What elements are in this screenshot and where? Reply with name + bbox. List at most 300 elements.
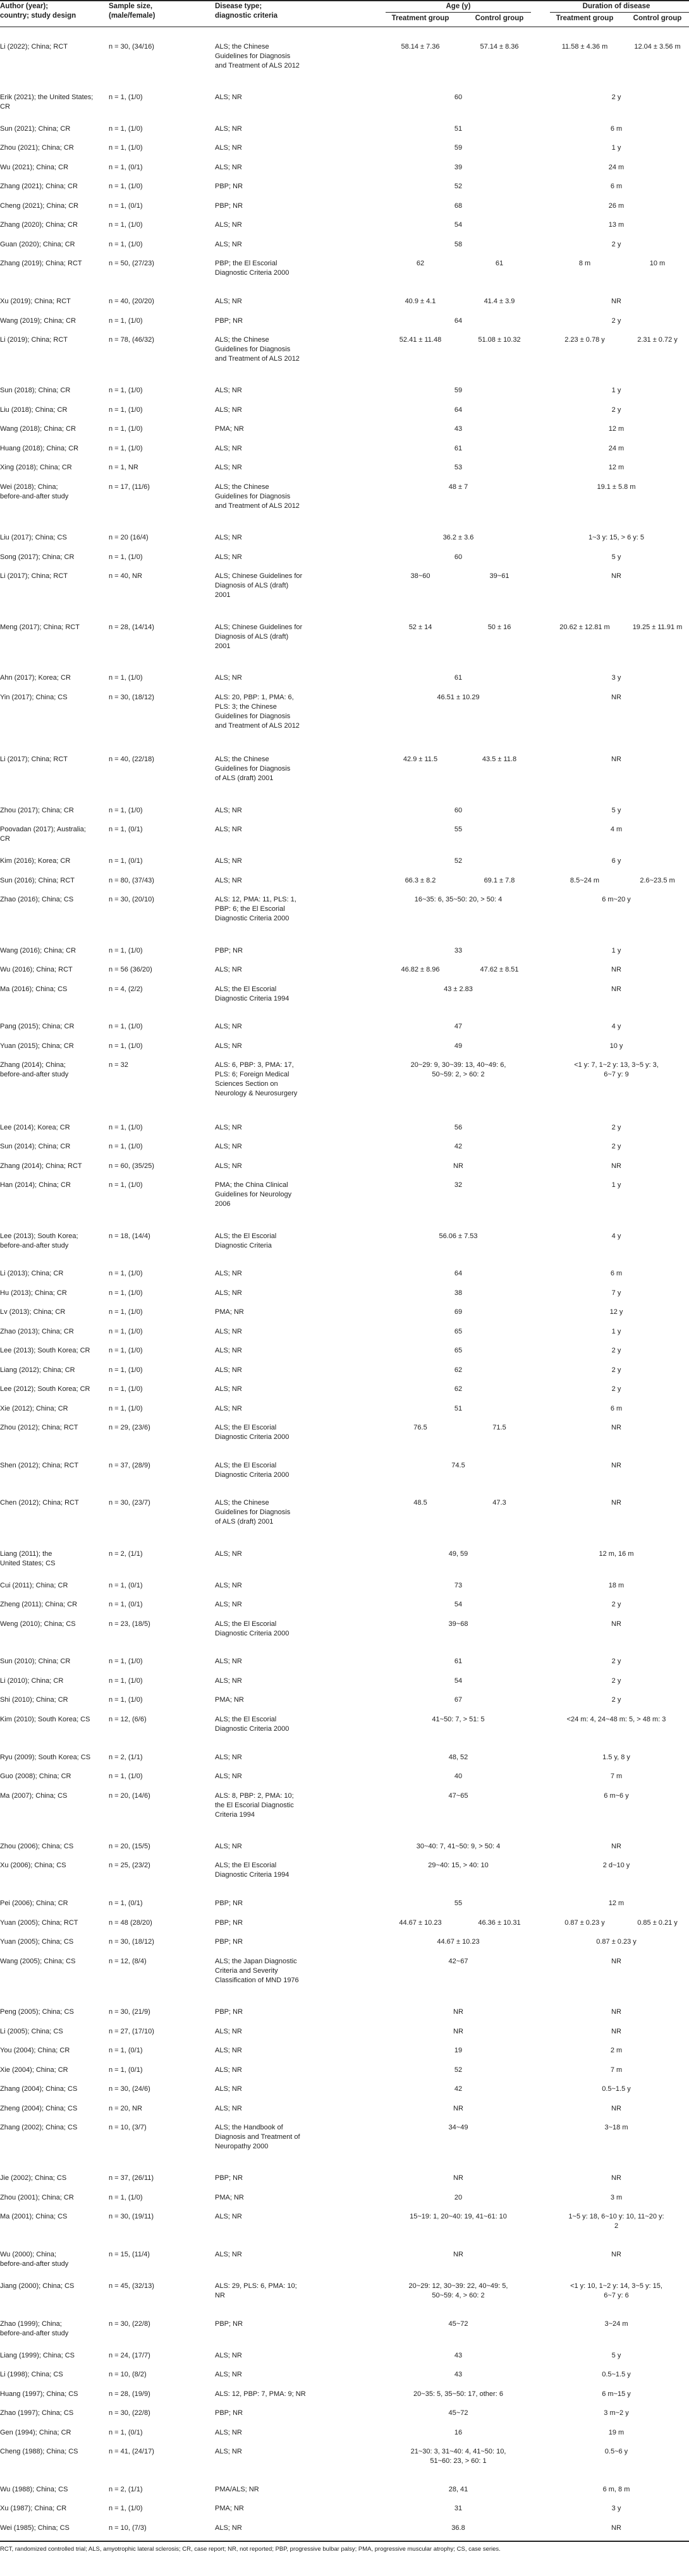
sample-size-cell: n = 1, (1/0) — [109, 1658, 143, 1665]
diagnostic-criteria-cell: PBP; the El Escorial — [215, 260, 277, 267]
diagnostic-criteria-cell: Neuropathy 2000 — [215, 2143, 269, 2150]
duration-cell: 4 y — [611, 1023, 621, 1030]
header-duration: Duration of disease — [582, 3, 650, 10]
author-study-cell: Xu (2006); China; CS — [0, 1862, 66, 1869]
author-study-cell: Ma (2007); China; CS — [0, 1792, 68, 1800]
duration-cell: NR — [611, 966, 621, 973]
sample-size-cell: n = 56 (36/20) — [109, 966, 152, 973]
author-study-cell: Yuan (2005); China; RCT — [0, 1919, 78, 1927]
sample-size-cell: n = 1, (1/0) — [109, 93, 143, 101]
diagnostic-criteria-cell: ALS; NR — [215, 1042, 242, 1050]
age-cell: 56.06 ± 7.53 — [439, 1232, 478, 1240]
sample-size-cell: n = 30, (23/7) — [109, 1499, 150, 1507]
duration-cell: 1 y — [611, 387, 621, 394]
duration-cell: 2 y — [611, 1366, 621, 1374]
author-study-cell: Poovadan (2017); Australia; — [0, 826, 86, 833]
sample-size-cell: n = 1, (1/0) — [109, 241, 143, 248]
age-cell: 62 — [454, 1385, 463, 1393]
diagnostic-criteria-cell: ALS; Chinese Guidelines for — [215, 623, 303, 631]
author-study-cell: Lee (2013); South Korea; — [0, 1232, 78, 1240]
duration-cell: 6 m~15 y — [602, 2390, 631, 2398]
diagnostic-criteria-cell: ALS; NR — [215, 2028, 242, 2035]
author-study-cell: Erik (2021); the United States; — [0, 93, 94, 101]
header-age-treatment: Treatment group — [391, 15, 449, 22]
age-cell: 52 — [454, 2066, 463, 2074]
author-study-cell: Zhou (2021); China; CR — [0, 144, 74, 152]
age-cell: NR — [453, 2028, 463, 2035]
author-study-cell: Wei (2018); China; — [0, 483, 58, 491]
duration-cell: 0.5~1.5 y — [602, 2371, 631, 2378]
sample-size-cell: n = 1, (0/1) — [109, 857, 143, 865]
age-group-rule — [386, 12, 531, 13]
diagnostic-criteria-cell: ALS; NR — [215, 125, 242, 133]
author-study-cell: Huang (1997); China; CS — [0, 2390, 78, 2398]
author-study-cell: Jie (2002); China; CS — [0, 2174, 67, 2182]
author-study-cell: Lee (2014); Korea; CR — [0, 1124, 70, 1131]
age-control-cell: 69.1 ± 7.8 — [484, 877, 515, 884]
author-study-cell: Chen (2012); China; RCT — [0, 1499, 79, 1507]
diagnostic-criteria-cell: ALS; NR — [215, 2213, 242, 2220]
diagnostic-criteria-cell: 2001 — [215, 642, 231, 650]
header-duration-control: Control group — [633, 15, 682, 22]
age-treatment-cell: 46.82 ± 8.96 — [401, 966, 440, 973]
diagnostic-criteria-cell: ALS; NR — [215, 2105, 242, 2112]
duration-cell: 4 y — [611, 1232, 621, 1240]
author-study-cell: Xu (2019); China; RCT — [0, 298, 71, 305]
author-study-cell: Li (2017); China; RCT — [0, 572, 68, 580]
author-study-cell: before-and-after study — [0, 493, 69, 500]
author-study-cell: Zhou (2001); China; CR — [0, 2194, 74, 2201]
duration-cell: NR — [611, 1462, 621, 1469]
diagnostic-criteria-cell: the El Escorial Diagnostic — [215, 1802, 294, 1809]
diagnostic-criteria-cell: and Treatment of ALS 2012 — [215, 355, 300, 363]
duration-cell: 6 m — [610, 1270, 623, 1277]
age-cell: 51 — [454, 1405, 463, 1412]
author-study-cell: Zhang (2021); China; CR — [0, 183, 78, 190]
diagnostic-criteria-cell: ALS; NR — [215, 406, 242, 414]
sample-size-cell: n = 1, (1/0) — [109, 445, 143, 452]
sample-size-cell: n = 20, (14/6) — [109, 1792, 150, 1800]
duration-cell: 2 y — [611, 1601, 621, 1608]
sample-size-cell: n = 50, (27/23) — [109, 260, 154, 267]
diagnostic-criteria-cell: PBP; NR — [215, 2174, 243, 2182]
age-cell: 68 — [454, 202, 463, 210]
age-cell: 51 — [454, 125, 463, 133]
author-study-cell: Cheng (1988); China; CS — [0, 2448, 78, 2455]
duration-cell: 3~24 m — [604, 2320, 628, 2328]
duration-cell: 19 m — [608, 2429, 625, 2436]
diagnostic-criteria-cell: ALS; NR — [215, 1677, 242, 1685]
sample-size-cell: n = 60, (35/25) — [109, 1162, 154, 1170]
author-study-cell: Li (2010); China; CR — [0, 1677, 64, 1685]
age-cell: 45~72 — [448, 2409, 468, 2417]
duration-cell: 2 y — [611, 1347, 621, 1354]
age-cell: 33 — [454, 947, 463, 954]
duration-cell: 3 m — [610, 2194, 623, 2201]
age-cell: 46.51 ± 10.29 — [437, 694, 480, 701]
duration-cell: NR — [611, 1620, 621, 1628]
diagnostic-criteria-cell: Classification of MND 1976 — [215, 1977, 299, 1984]
sample-size-cell: n = 1, (1/0) — [109, 674, 143, 682]
duration-treatment-cell: 0.87 ± 0.23 y — [564, 1919, 605, 1927]
sample-size-cell: n = 29, (23/6) — [109, 1424, 150, 1431]
author-study-cell: Zhao (2013); China; CR — [0, 1328, 74, 1335]
author-study-cell: Zheng (2011); China; CR — [0, 1601, 78, 1608]
author-study-cell: CR — [0, 835, 10, 843]
age-cell: 16~35: 6, 35~50: 20, > 50: 4 — [414, 896, 503, 903]
duration-cell: 2 y — [611, 1696, 621, 1704]
sample-size-cell: n = 1, (1/0) — [109, 1143, 143, 1150]
duration-cell: 7 m — [610, 1773, 623, 1780]
diagnostic-criteria-cell: ALS; NR — [215, 1023, 242, 1030]
duration-cell: NR — [611, 2251, 621, 2258]
diagnostic-criteria-cell: ALS; the El Escorial — [215, 1462, 277, 1469]
sample-size-cell: n = 2, (1/1) — [109, 1550, 143, 1558]
duration-cell: 12 m — [608, 1899, 625, 1907]
diagnostic-criteria-cell: ALS; NR — [215, 2524, 242, 2532]
diagnostic-criteria-cell: PMA; the China Clinical — [215, 1181, 288, 1189]
author-study-cell: Xie (2012); China; CR — [0, 1405, 68, 1412]
sample-size-cell: n = 30, (18/12) — [109, 694, 154, 701]
diagnostic-criteria-cell: ALS: 20, PBP: 1, PMA: 6, — [215, 694, 294, 701]
diagnostic-criteria-cell: ALS; NR — [215, 1405, 242, 1412]
diagnostic-criteria-cell: ALS; NR — [215, 1658, 242, 1665]
diagnostic-criteria-cell: ALS; NR — [215, 1773, 242, 1780]
diagnostic-criteria-cell: PBP; NR — [215, 1938, 243, 1946]
age-treatment-cell: 52 ± 14 — [408, 623, 432, 631]
sample-size-cell: n = 1, (1/0) — [109, 1289, 143, 1297]
sample-size-cell: n = 40, NR — [109, 572, 142, 580]
age-cell: 44.67 ± 10.23 — [437, 1938, 480, 1946]
duration-cell: 2 y — [611, 93, 621, 101]
diagnostic-criteria-cell: ALS; NR — [215, 93, 242, 101]
sample-size-cell: n = 30, (22/8) — [109, 2320, 150, 2328]
age-cell: 42 — [454, 2085, 463, 2093]
diagnostic-criteria-cell: Guidelines for Diagnosis — [215, 1508, 291, 1516]
author-study-cell: before-and-after study — [0, 2330, 69, 2337]
diagnostic-criteria-cell: ALS; NR — [215, 241, 242, 248]
diagnostic-criteria-cell: Neurology & Neurosurgery — [215, 1090, 298, 1097]
diagnostic-criteria-cell: PLS: 6; Foreign Medical — [215, 1071, 290, 1078]
header-author: Author (year); country; study design — [0, 3, 76, 20]
age-cell: 38 — [454, 1289, 463, 1297]
diagnostic-criteria-cell: ALS; NR — [215, 1843, 242, 1850]
diagnostic-criteria-cell: Diagnostic Criteria 1994 — [215, 995, 290, 1002]
duration-cell: 2 m — [610, 2047, 623, 2054]
header-age-control: Control group — [475, 15, 524, 22]
author-study-cell: Xu (1987); China; CR — [0, 2505, 67, 2512]
header-sample-size: Sample size, (male/female) — [109, 3, 155, 20]
age-cell: 65 — [454, 1328, 463, 1335]
sample-size-cell: n = 12, (6/6) — [109, 1716, 147, 1723]
sample-size-cell: n = 20, (15/5) — [109, 1843, 150, 1850]
duration-control-cell: 12.04 ± 3.56 m — [634, 43, 681, 51]
author-study-cell: Guo (2008); China; CR — [0, 1773, 71, 1780]
duration-treatment-cell: 8 m — [578, 260, 591, 267]
diagnostic-criteria-cell: Sciences Section on — [215, 1080, 278, 1088]
age-cell: 36.8 — [451, 2524, 465, 2532]
sample-size-cell: n = 4, (2/2) — [109, 985, 143, 993]
author-study-cell: Li (2019); China; RCT — [0, 336, 68, 344]
diagnostic-criteria-cell: ALS; the Chinese — [215, 483, 269, 491]
age-control-cell: 71.5 — [492, 1424, 506, 1431]
duration-cell: 24 m — [608, 445, 625, 452]
duration-cell: 12 m — [608, 464, 625, 471]
duration-control-cell: 10 m — [649, 260, 666, 267]
duration-cell: 2 y — [611, 1658, 621, 1665]
age-cell: 20~35: 5, 35~50: 17, other: 6 — [413, 2390, 503, 2398]
duration-cell: NR — [611, 2028, 621, 2035]
author-study-cell: Zhou (2012); China; RCT — [0, 1424, 78, 1431]
sample-size-cell: n = 2, (1/1) — [109, 2486, 143, 2493]
author-study-cell: Zhou (2006); China; CS — [0, 1843, 74, 1850]
duration-cell: NR — [611, 1843, 621, 1850]
diagnostic-criteria-cell: PBP; NR — [215, 947, 243, 954]
duration-cell: NR — [611, 985, 621, 993]
author-study-cell: United States; CS — [0, 1560, 56, 1567]
sample-size-cell: n = 30, (19/11) — [109, 2213, 154, 2220]
duration-cell: <24 m: 4, 24~48 m: 5, > 48 m: 3 — [566, 1716, 666, 1723]
duration-cell: 1.5 y, 8 y — [602, 1754, 630, 1761]
diagnostic-criteria-cell: ALS; Chinese Guidelines for — [215, 572, 303, 580]
sample-size-cell: n = 1, (1/0) — [109, 1023, 143, 1030]
diagnostic-criteria-cell: Guidelines for Diagnosis — [215, 493, 291, 500]
diagnostic-criteria-cell: ALS; NR — [215, 826, 242, 833]
sample-size-cell: n = 1, (1/0) — [109, 406, 143, 414]
author-study-cell: Ma (2001); China; CS — [0, 2213, 68, 2220]
author-study-cell: Wu (1988); China; CS — [0, 2486, 68, 2493]
sample-size-cell: n = 30, (20/10) — [109, 896, 154, 903]
duration-cell: 0.5~6 y — [604, 2448, 628, 2455]
age-cell: 39~68 — [448, 1620, 468, 1628]
table-footnote: RCT, randomized controlled trial; ALS, amyotrophic lateral sclerosis; CR, case report; NR, not reported; PBP, progressive bulbar palsy; PMA, progressive muscular atrophy; CS, case series. — [0, 2546, 501, 2553]
age-cell: 54 — [454, 1601, 463, 1608]
diagnostic-criteria-cell: PMA; NR — [215, 425, 244, 433]
duration-cell: 2 y — [611, 1385, 621, 1393]
diagnostic-criteria-cell: PBP; NR — [215, 1919, 243, 1927]
sample-size-cell: n = 1, (1/0) — [109, 1347, 143, 1354]
author-study-cell: Wu (2000); China; — [0, 2251, 57, 2258]
sample-size-cell: n = 18, (14/4) — [109, 1232, 150, 1240]
duration-cell: NR — [611, 755, 621, 763]
diagnostic-criteria-cell: ALS: 8, PBP: 2, PMA: 10; — [215, 1792, 294, 1800]
duration-cell: 1 y — [611, 144, 621, 152]
duration-cell: 2 y — [611, 1124, 621, 1131]
age-cell: 60 — [454, 553, 463, 561]
duration-cell: 18 m — [608, 1582, 625, 1589]
sample-size-cell: n = 1, NR — [109, 464, 138, 471]
diagnostic-criteria-cell: ALS; NR — [215, 1143, 242, 1150]
diagnostic-criteria-cell: ALS; the Japan Diagnostic — [215, 1958, 297, 1965]
diagnostic-criteria-cell: Guidelines for Diagnosis — [215, 52, 291, 60]
duration-cell: <1 y: 10, 1~2 y: 14, 3~5 y: 15, — [570, 2282, 662, 2290]
duration-cell: <1 y: 7, 1~2 y: 13, 3~5 y: 3, — [574, 1061, 659, 1069]
age-treatment-cell: 58.14 ± 7.36 — [401, 43, 440, 51]
sample-size-cell: n = 1, (0/1) — [109, 1601, 143, 1608]
author-study-cell: before-and-after study — [0, 2260, 69, 2268]
duration-cell: 3 y — [611, 2505, 621, 2512]
diagnostic-criteria-cell: ALS; NR — [215, 1582, 242, 1589]
diagnostic-criteria-cell: Guidelines for Neurology — [215, 1191, 292, 1198]
diagnostic-criteria-cell: PBP; NR — [215, 2320, 243, 2328]
duration-cell: 4 m — [610, 826, 623, 833]
age-treatment-cell: 44.67 ± 10.23 — [399, 1919, 442, 1927]
duration-cell: 10 y — [609, 1042, 623, 1050]
duration-cell: 3~18 m — [604, 2124, 628, 2131]
age-cell: 64 — [454, 406, 463, 414]
duration-cell: 0.5~1.5 y — [602, 2085, 631, 2093]
sample-size-cell: n = 1, (1/0) — [109, 183, 143, 190]
author-study-cell: Zheng (2004); China; CS — [0, 2105, 78, 2112]
age-cell: 47 — [454, 1023, 463, 1030]
author-study-cell: Pang (2015); China; CR — [0, 1023, 75, 1030]
age-cell: 20~29: 12, 30~39: 22, 40~49: 5, — [408, 2282, 508, 2290]
diagnostic-criteria-cell: ALS; the Chinese — [215, 43, 269, 51]
diagnostic-criteria-cell: ALS; NR — [215, 553, 242, 561]
age-cell: 43 — [454, 2371, 463, 2378]
author-study-cell: Gen (1994); China; CR — [0, 2429, 71, 2436]
age-cell: 65 — [454, 1347, 463, 1354]
author-study-cell: Yuan (2015); China; CR — [0, 1042, 74, 1050]
diagnostic-criteria-cell: ALS; NR — [215, 966, 242, 973]
sample-size-cell: n = 1, (0/1) — [109, 164, 143, 171]
sample-size-cell: n = 24, (17/7) — [109, 2352, 150, 2359]
duration-cell: NR — [611, 1424, 621, 1431]
diagnostic-criteria-cell: Diagnosis and Treatment of — [215, 2133, 300, 2141]
diagnostic-criteria-cell: ALS; NR — [215, 445, 242, 452]
sample-size-cell: n = 30, (18/12) — [109, 1938, 154, 1946]
sample-size-cell: n = 41, (24/17) — [109, 2448, 154, 2455]
age-cell: 34~49 — [448, 2124, 468, 2131]
duration-cell: NR — [611, 694, 621, 701]
age-cell: NR — [453, 2251, 463, 2258]
sample-size-cell: n = 40, (22/18) — [109, 755, 154, 763]
age-cell: 36.2 ± 3.6 — [442, 534, 474, 541]
author-study-cell: Sun (2018); China; CR — [0, 387, 71, 394]
author-study-cell: Wang (2018); China; CR — [0, 425, 76, 433]
sample-size-cell: n = 1, (0/1) — [109, 826, 143, 833]
age-cell: 42~67 — [448, 1958, 468, 1965]
author-study-cell: Li (2017); China; RCT — [0, 755, 68, 763]
sample-size-cell: n = 12, (8/4) — [109, 1958, 147, 1965]
diagnostic-criteria-cell: ALS; NR — [215, 877, 242, 884]
author-study-cell: Yin (2017); China; CS — [0, 694, 68, 701]
sample-size-cell: n = 40, (20/20) — [109, 298, 154, 305]
sample-size-cell: n = 1, (1/0) — [109, 807, 143, 814]
age-cell: 55 — [454, 1899, 463, 1907]
sample-size-cell: n = 1, (1/0) — [109, 317, 143, 325]
age-cell: 21~30: 3, 31~40: 4, 41~50: 10, — [410, 2448, 506, 2455]
duration-cell-continued: 6~7 y: 9 — [604, 1071, 629, 1078]
sample-size-cell: n = 2, (1/1) — [109, 1754, 143, 1761]
header-age: Age (y) — [446, 3, 471, 10]
age-cell: 28, 41 — [448, 2486, 468, 2493]
duration-control-cell: 19.25 ± 11.91 m — [632, 623, 683, 631]
diagnostic-criteria-cell: PBP; NR — [215, 2008, 243, 2016]
author-study-cell: Peng (2005); China; CS — [0, 2008, 74, 2016]
duration-cell: 5 y — [611, 2352, 621, 2359]
diagnostic-criteria-cell: Diagnostic Criteria 2000 — [215, 1630, 290, 1637]
diagnostic-criteria-cell: ALS; the El Escorial — [215, 985, 277, 993]
age-cell: 64 — [454, 1270, 463, 1277]
duration-cell: 12 m, 16 m — [599, 1550, 634, 1558]
age-cell: 64 — [454, 317, 463, 325]
diagnostic-criteria-cell: ALS; the El Escorial — [215, 1620, 277, 1628]
diagnostic-criteria-cell: ALS; the El Escorial — [215, 1862, 277, 1869]
duration-cell: 26 m — [608, 202, 625, 210]
author-study-cell: Liang (2011); the — [0, 1550, 52, 1558]
duration-cell: 6 m — [610, 125, 623, 133]
diagnostic-criteria-cell: ALS: 29, PLS: 6, PMA: 10; — [215, 2282, 297, 2290]
duration-cell: NR — [611, 572, 621, 580]
age-cell: 20 — [454, 2194, 463, 2201]
diagnostic-criteria-cell: ALS; NR — [215, 1366, 242, 1374]
author-study-cell: Li (2022); China; RCT — [0, 43, 68, 51]
author-study-cell: Sun (2010); China; CR — [0, 1658, 71, 1665]
diagnostic-criteria-cell: ALS; NR — [215, 534, 242, 541]
age-cell: 15~19: 1, 20~40: 19, 41~61: 10 — [410, 2213, 507, 2220]
duration-cell: 2 y — [611, 406, 621, 414]
diagnostic-criteria-cell: PMA/ALS; NR — [215, 2486, 259, 2493]
sample-size-cell: n = 1, (0/1) — [109, 2047, 143, 2054]
age-cell: 45~72 — [448, 2320, 468, 2328]
sample-size-cell: n = 1, (1/0) — [109, 1677, 143, 1685]
diagnostic-criteria-cell: ALS; NR — [215, 2448, 242, 2455]
age-cell: 42 — [454, 1143, 463, 1150]
diagnostic-criteria-cell: Diagnostic Criteria 2000 — [215, 1471, 290, 1479]
age-cell: 74.5 — [451, 1462, 465, 1469]
diagnostic-criteria-cell: PBP: 6; the El Escorial — [215, 905, 285, 913]
diagnostic-criteria-cell: Diagnostic Criteria 1994 — [215, 1871, 290, 1879]
sample-size-cell: n = 1, (1/0) — [109, 1181, 143, 1189]
author-study-cell: You (2004); China; CR — [0, 2047, 70, 2054]
diagnostic-criteria-cell: 2001 — [215, 591, 231, 599]
age-cell: 55 — [454, 826, 463, 833]
sample-size-cell: n = 27, (17/10) — [109, 2028, 154, 2035]
age-cell: 16 — [454, 2429, 463, 2436]
header-disease-type: Disease type; diagnostic criteria — [215, 3, 278, 20]
author-study-cell: Kim (2016); Korea; CR — [0, 857, 71, 865]
age-cell-continued: 50~59: 2, > 60: 2 — [432, 1071, 485, 1078]
age-cell: 62 — [454, 1366, 463, 1374]
diagnostic-criteria-cell: PBP; NR — [215, 317, 243, 325]
author-study-cell: Li (1998); China; CS — [0, 2371, 63, 2378]
age-cell: 48 ± 7 — [448, 483, 468, 491]
author-study-cell: Kim (2010); South Korea; CS — [0, 1716, 90, 1723]
sample-size-cell: n = 1, (1/0) — [109, 1270, 143, 1277]
age-cell: 43 — [454, 2352, 463, 2359]
duration-treatment-cell: 8.5~24 m — [570, 877, 600, 884]
duration-cell: 6 m~6 y — [604, 1792, 629, 1800]
author-study-cell: Wang (2016); China; CR — [0, 947, 76, 954]
diagnostic-criteria-cell: ALS; NR — [215, 1347, 242, 1354]
author-study-cell: Zhao (2016); China; CS — [0, 896, 74, 903]
diagnostic-criteria-cell: ALS; NR — [215, 1550, 242, 1558]
diagnostic-criteria-cell: ALS; the Chinese — [215, 755, 269, 763]
duration-cell: 13 m — [608, 221, 625, 229]
duration-cell: 7 y — [611, 1289, 621, 1297]
sample-size-cell: n = 1, (0/1) — [109, 2066, 143, 2074]
duration-cell: 6 m — [610, 183, 623, 190]
duration-cell: 6 m, 8 m — [602, 2486, 630, 2493]
diagnostic-criteria-cell: ALS; NR — [215, 2085, 242, 2093]
author-study-cell: Zhang (2019); China; RCT — [0, 260, 82, 267]
age-cell: 54 — [454, 221, 463, 229]
age-control-cell: 57.14 ± 8.36 — [480, 43, 519, 51]
author-study-cell: Li (2013); China; CR — [0, 1270, 64, 1277]
duration-cell: 1 y — [611, 1181, 621, 1189]
age-control-cell: 50 ± 16 — [487, 623, 511, 631]
